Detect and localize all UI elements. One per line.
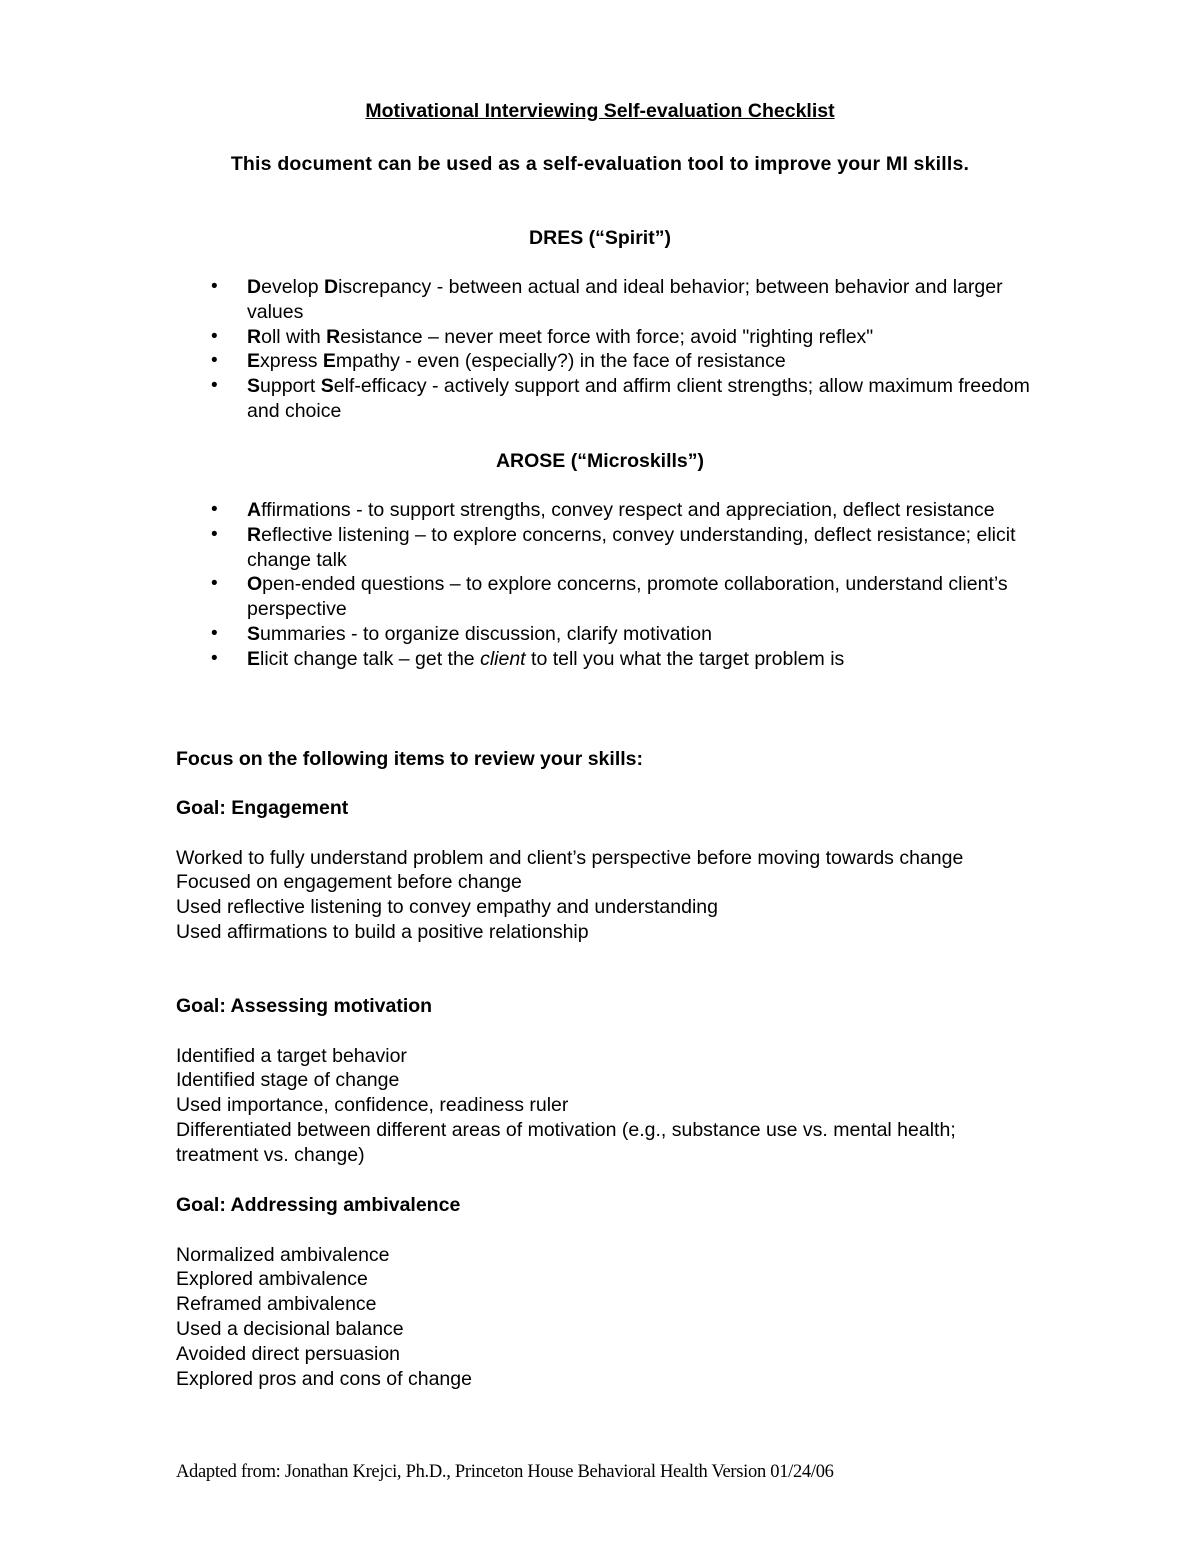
dres-heading: DRES (“Spirit”) xyxy=(529,227,671,249)
list-item: • Support Self-efficacy - actively support and affirm client strengths; allow maximum freedom and choice xyxy=(211,375,1030,422)
list-item: • Summaries - to organize discussion, clarify motivation xyxy=(211,622,712,645)
bullet-icon: • xyxy=(211,499,218,520)
checklist-item: Avoided direct persuasion xyxy=(176,1342,401,1365)
list-item: • Open-ended questions – to explore concerns, promote collaboration, understand client’s perspective xyxy=(211,573,1008,621)
list-item: • Reflective listening – to explore concerns, convey understanding, deflect resistance; elicit change talk xyxy=(211,523,1016,571)
goal-title: Goal: Engagement xyxy=(176,797,349,819)
goal-title: Goal: Assessing motivation xyxy=(176,995,433,1017)
document-title: Motivational Interviewing Self-evaluation Checklist xyxy=(365,100,835,122)
dres-list xyxy=(0,275,1200,424)
checklist-item: Identified stage of change xyxy=(176,1069,400,1092)
bullet-icon: • xyxy=(211,375,218,397)
arose-heading: AROSE (“Microskills”) xyxy=(495,450,705,472)
goal-addressing-ambivalence xyxy=(176,1193,1036,1391)
bullet-icon: • xyxy=(211,276,218,297)
checklist-item: Used affirmations to build a positive relationship xyxy=(176,920,589,943)
checklist-item: Explored ambivalence xyxy=(176,1268,368,1291)
checklist-item: Differentiated between different areas of motivation (e.g., substance use vs. mental health; treatment vs. change) xyxy=(176,1118,956,1166)
checklist-item: Explored pros and cons of change xyxy=(176,1367,472,1390)
checklist-item: Used a decisional balance xyxy=(176,1317,404,1340)
focus-heading: Focus on the following items to review your skills: xyxy=(176,748,643,770)
list-item: • Express Empathy - even (especially?) in the face of resistance xyxy=(211,350,786,373)
checklist-item: Reframed ambivalence xyxy=(176,1293,377,1316)
bullet-icon: • xyxy=(211,523,218,545)
goal-assessing-motivation xyxy=(176,994,1036,1168)
bullet-icon: • xyxy=(211,325,218,347)
list-item: • Affirmations - to support strengths, convey respect and appreciation, deflect resistance xyxy=(211,499,995,521)
checklist-item: Worked to fully understand problem and client’s perspective before moving towards change xyxy=(176,846,964,869)
arose-list xyxy=(0,498,1200,672)
checklist-item: Used reflective listening to convey empathy and understanding xyxy=(176,896,718,919)
list-item: • Elicit change talk – get the client to tell you what the target problem is xyxy=(211,647,845,670)
bullet-icon: • xyxy=(211,350,218,372)
bullet-icon: • xyxy=(211,647,218,669)
bullet-icon: • xyxy=(211,622,218,644)
bullet-icon: • xyxy=(211,573,218,595)
checklist-item: Used importance, confidence, readiness ruler xyxy=(176,1094,569,1117)
checklist-item: Identified a target behavior xyxy=(176,1044,407,1067)
goal-title: Goal: Addressing ambivalence xyxy=(176,1194,461,1216)
list-item: • Develop Discrepancy - between actual and ideal behavior; between behavior and larger values xyxy=(211,276,1003,323)
checklist-item: Normalized ambivalence xyxy=(176,1243,390,1266)
list-item: • Roll with Resistance – never meet force with force; avoid "righting reflex" xyxy=(211,325,874,348)
checklist-item: Focused on engagement before change xyxy=(176,871,522,894)
goal-engagement xyxy=(176,796,1036,945)
footer-attribution: Adapted from: Jonathan Krejci, Ph.D., Princeton House Behavioral Health Version 01/24/06 xyxy=(176,1462,834,1482)
document-subtitle: This document can be used as a self-evaluation tool to improve your MI skills. xyxy=(230,153,970,175)
